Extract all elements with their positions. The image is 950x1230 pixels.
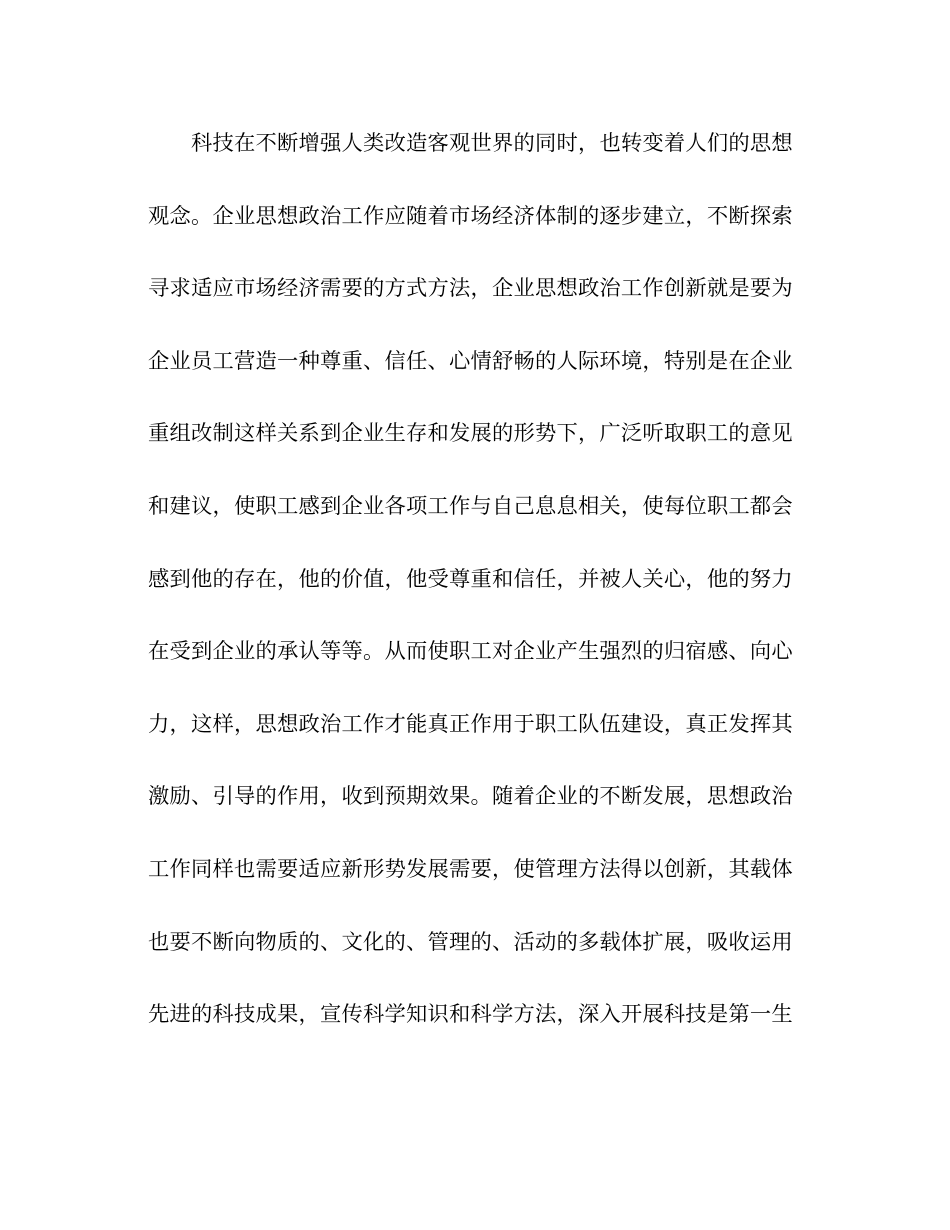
paragraph-line-13: 先进的科技成果，宣传科学知识和科学方法，深入开展科技是第一生 (148, 1002, 793, 1028)
paragraph-line-6: 和建议，使职工感到企业各项工作与自己息息相关，使每位职工都会 (148, 493, 793, 519)
paragraph-line-3: 寻求适应市场经济需要的方式方法，企业思想政治工作创新就是要为 (148, 276, 793, 302)
paragraph-line-8: 在受到企业的承认等等。从而使职工对企业产生强烈的归宿感、向心 (148, 639, 793, 665)
paragraph-line-2: 观念。企业思想政治工作应随着市场经济体制的逐步建立，不断探索 (148, 203, 793, 229)
paragraph-line-1: 科技在不断增强人类改造客观世界的同时，也转变着人们的思想 (191, 131, 793, 156)
paragraph-line-5: 重组改制这样关系到企业生存和发展的形势下，广泛听取职工的意见 (148, 421, 793, 447)
paragraph-line-4: 企业员工营造一种尊重、信任、心情舒畅的人际环境，特别是在企业 (148, 348, 793, 374)
paragraph-line-10: 激励、引导的作用，收到预期效果。随着企业的不断发展，思想政治 (148, 784, 793, 810)
paragraph-line-12: 也要不断向物质的、文化的、管理的、活动的多载体扩展，吸收运用 (148, 929, 793, 955)
paragraph-line-7: 感到他的存在，他的价值，他受尊重和信任，并被人关心，他的努力 (148, 566, 793, 592)
paragraph-line-9: 力，这样，思想政治工作才能真正作用于职工队伍建设，真正发挥其 (148, 711, 793, 737)
paragraph-line-11: 工作同样也需要适应新形势发展需要，使管理方法得以创新，其载体 (148, 856, 793, 882)
body-paragraph (148, 124, 808, 1068)
